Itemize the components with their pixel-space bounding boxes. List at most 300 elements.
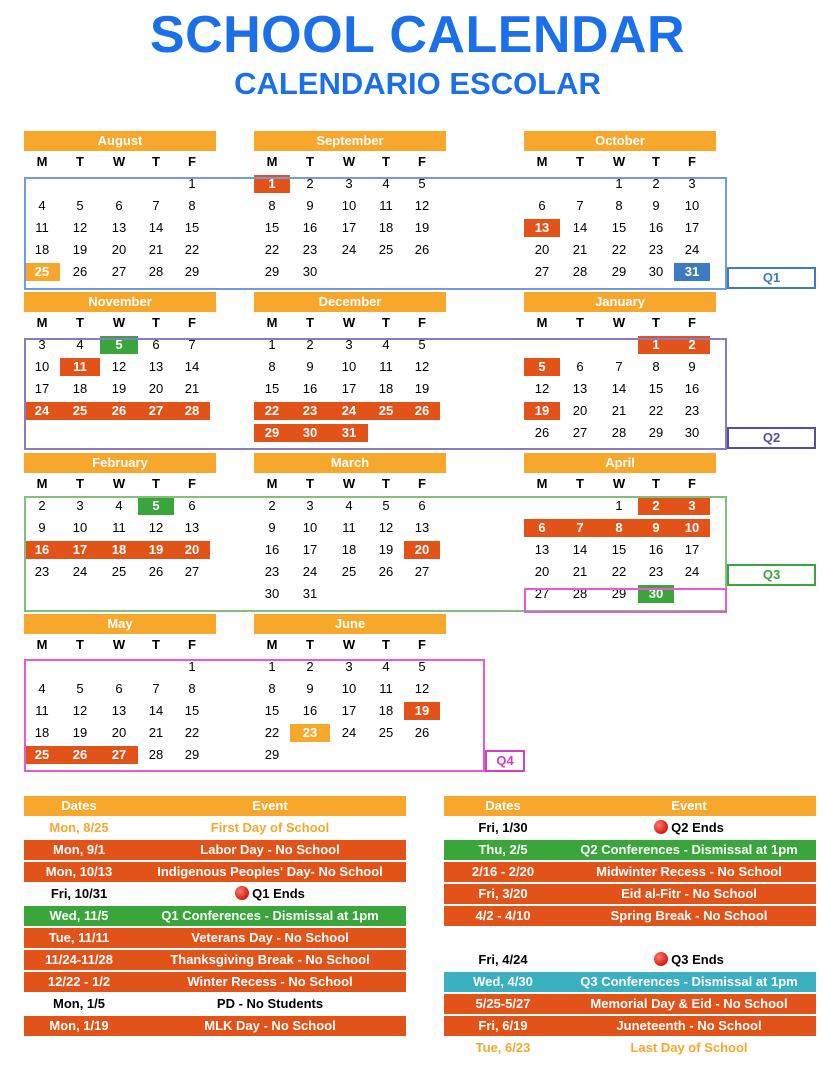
day-cell: 19 (111, 381, 127, 396)
week-row (254, 563, 446, 581)
day-cell: 4 (115, 498, 123, 513)
event-text: First Day of School (210, 820, 330, 835)
day-cell: 18 (378, 703, 394, 718)
weekday-label: W (342, 637, 356, 652)
day-cell: 4 (38, 198, 46, 213)
month-days (24, 658, 216, 764)
day-cell: 6 (418, 498, 426, 513)
day-cell: 11 (35, 220, 49, 235)
weekday-row (524, 475, 716, 493)
day-cell: 29 (184, 747, 200, 762)
day-cell: 28 (148, 747, 164, 762)
event-text: Q1 Conferences - Dismissal at 1pm (161, 908, 379, 923)
day-cell: 1 (615, 498, 623, 513)
weekday-label: M (266, 637, 278, 652)
week-row (24, 380, 216, 398)
event-name (134, 928, 406, 948)
week-row (24, 219, 216, 237)
event-row (24, 840, 406, 860)
weekday-label: F (188, 637, 196, 652)
day-cell: 28 (611, 425, 627, 440)
day-cell: 12 (414, 681, 430, 696)
red-circle-icon (235, 886, 249, 900)
empty-cell (290, 746, 330, 764)
event-row (444, 928, 816, 948)
event-name (562, 840, 816, 860)
day-cell: 12 (148, 520, 164, 535)
day-cell: 19 (72, 242, 88, 257)
day-cell: 26 (404, 402, 440, 420)
event-date: Mon, 10/13 (45, 864, 113, 879)
day-cell: 25 (24, 746, 60, 764)
day-cell: 8 (652, 359, 660, 374)
day-cell: 3 (306, 498, 314, 513)
weekday-label: T (382, 154, 390, 169)
event-text: Q3 Ends (671, 952, 724, 967)
day-cell: 21 (184, 381, 200, 396)
day-cell: 19 (524, 402, 560, 420)
day-cell: 8 (268, 359, 276, 374)
week-row (24, 519, 216, 537)
red-circle-icon (654, 952, 668, 966)
month-november (24, 292, 216, 420)
event-text: Eid al-Fitr - No School (621, 886, 757, 901)
day-cell: 10 (72, 520, 88, 535)
month-header: June (254, 614, 446, 634)
day-cell: 9 (268, 520, 276, 535)
week-row (24, 358, 216, 376)
empty-cell (24, 175, 60, 193)
day-cell: 8 (615, 198, 623, 213)
month-february (24, 453, 216, 581)
weekday-row (24, 475, 216, 493)
day-cell: 16 (264, 542, 280, 557)
event-name (562, 994, 816, 1014)
day-cell: 26 (414, 242, 430, 257)
week-row (524, 519, 716, 537)
day-cell: 15 (264, 220, 280, 235)
day-cell: 1 (188, 659, 196, 674)
weekday-label: T (152, 637, 160, 652)
month-header: October (524, 131, 716, 151)
empty-cell (404, 424, 440, 442)
weekday-label: T (652, 315, 660, 330)
weekday-label: F (688, 315, 696, 330)
empty-cell (368, 746, 404, 764)
day-cell: 25 (60, 402, 100, 420)
empty-cell (560, 175, 600, 193)
day-cell: 10 (684, 198, 700, 213)
day-cell: 4 (382, 176, 390, 191)
weekday-label: M (36, 476, 48, 491)
day-cell: 17 (684, 542, 700, 557)
week-row (24, 241, 216, 259)
day-cell: 19 (72, 725, 88, 740)
day-cell: 20 (111, 725, 127, 740)
day-cell: 18 (72, 381, 88, 396)
day-cell: 25 (378, 725, 394, 740)
month-april (524, 453, 716, 603)
week-row (524, 402, 716, 420)
empty-cell (524, 497, 560, 515)
weekday-label: F (188, 476, 196, 491)
day-cell: 22 (184, 242, 200, 257)
event-name (562, 950, 816, 970)
event-name (134, 840, 406, 860)
day-cell: 3 (674, 497, 710, 515)
day-cell: 21 (611, 403, 627, 418)
weekday-label: T (382, 637, 390, 652)
day-cell: 5 (418, 659, 426, 674)
week-row (524, 585, 716, 603)
day-cell: 27 (184, 564, 200, 579)
week-row (24, 658, 216, 676)
day-cell: 5 (418, 337, 426, 352)
day-cell: 27 (111, 264, 127, 279)
month-days (524, 336, 716, 442)
empty-cell (60, 175, 100, 193)
week-row (524, 175, 716, 193)
event-text: Midwinter Recess - No School (596, 864, 782, 879)
week-row (254, 402, 446, 420)
day-cell: 2 (652, 176, 660, 191)
day-cell: 17 (341, 381, 357, 396)
week-row (524, 380, 716, 398)
day-cell: 27 (534, 264, 550, 279)
day-cell: 5 (76, 681, 84, 696)
weekday-label: T (576, 476, 584, 491)
day-cell: 5 (418, 176, 426, 191)
event-name (134, 906, 406, 926)
weekday-row (524, 314, 716, 332)
empty-cell (600, 336, 638, 354)
month-march (254, 453, 446, 603)
day-cell: 25 (111, 564, 127, 579)
day-cell: 19 (404, 702, 440, 720)
event-date: Fri, 10/31 (50, 886, 108, 901)
day-cell: 6 (524, 519, 560, 537)
week-row (524, 541, 716, 559)
weekday-label: T (306, 154, 314, 169)
event-text: Last Day of School (630, 1040, 748, 1055)
day-cell: 12 (534, 381, 550, 396)
week-row (24, 175, 216, 193)
quarter-label-q1: Q1 (727, 267, 816, 289)
week-row (24, 197, 216, 215)
week-row (254, 746, 446, 764)
month-header: November (24, 292, 216, 312)
dates-column-header: Dates (61, 798, 97, 813)
day-cell: 23 (684, 403, 700, 418)
day-cell: 12 (111, 359, 127, 374)
month-header: February (24, 453, 216, 473)
day-cell: 1 (268, 337, 276, 352)
day-cell: 25 (368, 402, 404, 420)
day-cell: 2 (306, 337, 314, 352)
week-row (254, 585, 446, 603)
month-days (524, 175, 716, 281)
weekday-row (254, 153, 446, 171)
day-cell: 27 (138, 402, 174, 420)
event-row (444, 840, 816, 860)
day-cell: 24 (341, 242, 357, 257)
day-cell: 4 (382, 659, 390, 674)
event-text: Q3 Conferences - Dismissal at 1pm (580, 974, 798, 989)
month-august (24, 131, 216, 281)
day-cell: 1 (188, 176, 196, 191)
weekday-label: T (306, 315, 314, 330)
day-cell: 3 (345, 337, 353, 352)
events-header (444, 796, 816, 816)
day-cell: 29 (611, 586, 627, 601)
day-cell: 15 (184, 703, 200, 718)
day-cell: 30 (684, 425, 700, 440)
day-cell: 27 (572, 425, 588, 440)
weekday-label: T (152, 476, 160, 491)
day-cell: 29 (264, 264, 280, 279)
events-header (24, 796, 406, 816)
month-january (524, 292, 716, 442)
day-cell: 20 (148, 381, 164, 396)
weekday-label: T (382, 315, 390, 330)
day-cell: 8 (188, 681, 196, 696)
day-cell: 30 (264, 586, 280, 601)
day-cell: 2 (306, 176, 314, 191)
event-text: PD - No Students (216, 996, 324, 1011)
day-cell: 6 (538, 198, 546, 213)
week-row (254, 680, 446, 698)
event-text: Q2 Conferences - Dismissal at 1pm (580, 842, 798, 857)
day-cell: 23 (648, 564, 664, 579)
event-date: Fri, 6/19 (478, 1018, 528, 1033)
weekday-row (254, 475, 446, 493)
week-row (24, 563, 216, 581)
day-cell: 30 (638, 585, 674, 603)
event-text: Veterans Day - No School (191, 930, 349, 945)
day-cell: 9 (688, 359, 696, 374)
day-cell: 30 (648, 264, 664, 279)
day-cell: 24 (684, 242, 700, 257)
weekday-row (524, 153, 716, 171)
day-cell: 9 (38, 520, 46, 535)
day-cell: 12 (72, 703, 88, 718)
day-cell: 9 (638, 519, 674, 537)
day-cell: 5 (524, 358, 560, 376)
day-cell: 16 (302, 381, 318, 396)
event-date: 4/2 - 4/10 (475, 908, 531, 923)
weekday-label: W (112, 315, 126, 330)
empty-cell (138, 658, 174, 676)
day-cell: 18 (34, 725, 50, 740)
event-name (562, 1038, 816, 1058)
weekday-row (24, 314, 216, 332)
day-cell: 5 (382, 498, 390, 513)
day-cell: 10 (341, 359, 357, 374)
day-cell: 20 (111, 242, 127, 257)
event-name (134, 884, 406, 904)
day-cell: 26 (414, 725, 430, 740)
weekday-label: T (306, 476, 314, 491)
weekday-label: M (266, 476, 278, 491)
week-row (254, 358, 446, 376)
day-cell: 12 (414, 359, 430, 374)
event-date: Mon, 9/1 (52, 842, 105, 857)
week-row (254, 380, 446, 398)
day-cell: 14 (611, 381, 627, 396)
day-cell: 13 (572, 381, 588, 396)
week-row (24, 541, 216, 559)
day-cell: 5 (100, 336, 138, 354)
weekday-label: W (342, 154, 356, 169)
day-cell: 12 (378, 520, 394, 535)
month-header: December (254, 292, 446, 312)
day-cell: 24 (302, 564, 318, 579)
empty-cell (330, 263, 368, 281)
week-row (24, 497, 216, 515)
day-cell: 16 (302, 703, 318, 718)
weekday-label: T (576, 154, 584, 169)
weekday-label: F (188, 154, 196, 169)
day-cell: 21 (572, 564, 588, 579)
red-circle-icon (654, 820, 668, 834)
day-cell: 15 (611, 542, 627, 557)
weekday-label: M (536, 154, 548, 169)
month-header: March (254, 453, 446, 473)
day-cell: 1 (638, 336, 674, 354)
day-cell: 10 (34, 359, 50, 374)
day-cell: 4 (382, 337, 390, 352)
event-date: Tue, 11/11 (48, 930, 110, 945)
day-cell: 31 (674, 263, 710, 281)
day-cell: 15 (184, 220, 200, 235)
weekday-label: F (418, 637, 426, 652)
day-cell: 11 (379, 359, 393, 374)
day-cell: 8 (268, 198, 276, 213)
day-cell: 2 (268, 498, 276, 513)
empty-cell (24, 658, 60, 676)
event-date: Wed, 4/30 (473, 974, 533, 989)
event-date: 5/25-5/27 (475, 996, 531, 1011)
weekday-row (254, 636, 446, 654)
event-name (562, 862, 816, 882)
day-cell: 23 (290, 402, 330, 420)
weekday-label: F (418, 154, 426, 169)
weekday-label: W (612, 315, 626, 330)
week-row (24, 746, 216, 764)
event-name (134, 972, 406, 992)
weekday-row (24, 636, 216, 654)
day-cell: 29 (648, 425, 664, 440)
day-cell: 20 (534, 242, 550, 257)
event-text: Labor Day - No School (200, 842, 340, 857)
weekday-label: M (266, 315, 278, 330)
event-text: MLK Day - No School (204, 1018, 336, 1033)
week-row (524, 197, 716, 215)
day-cell: 23 (648, 242, 664, 257)
weekday-label: W (112, 476, 126, 491)
weekday-label: W (612, 476, 626, 491)
day-cell: 24 (684, 564, 700, 579)
month-days (254, 336, 446, 442)
day-cell: 7 (152, 198, 160, 213)
day-cell: 2 (38, 498, 46, 513)
weekday-label: F (688, 154, 696, 169)
empty-cell (100, 658, 138, 676)
event-row (444, 818, 816, 838)
event-row (444, 994, 816, 1014)
day-cell: 4 (38, 681, 46, 696)
weekday-label: T (76, 315, 84, 330)
day-cell: 7 (615, 359, 623, 374)
day-cell: 10 (341, 681, 357, 696)
day-cell: 15 (611, 220, 627, 235)
day-cell: 8 (188, 198, 196, 213)
day-cell: 24 (24, 402, 60, 420)
event-date: Wed, 11/5 (49, 908, 109, 923)
day-cell: 16 (648, 542, 664, 557)
day-cell: 28 (174, 402, 210, 420)
day-cell: 18 (100, 541, 138, 559)
event-row (444, 862, 816, 882)
event-row (24, 994, 406, 1014)
event-date: 12/22 - 1/2 (47, 974, 111, 989)
event-text: Memorial Day & Eid - No School (590, 996, 788, 1011)
day-cell: 26 (534, 425, 550, 440)
event-text: Juneteenth - No School (616, 1018, 762, 1033)
day-cell: 6 (188, 498, 196, 513)
day-cell: 30 (290, 424, 330, 442)
month-october (524, 131, 716, 281)
week-row (524, 336, 716, 354)
empty-cell (674, 585, 710, 603)
day-cell: 3 (688, 176, 696, 191)
empty-cell (368, 263, 404, 281)
day-cell: 17 (684, 220, 700, 235)
week-row (254, 519, 446, 537)
day-cell: 11 (35, 703, 49, 718)
event-date: Mon, 8/25 (49, 820, 109, 835)
day-cell: 23 (264, 564, 280, 579)
week-row (254, 724, 446, 742)
weekday-label: T (576, 315, 584, 330)
day-cell: 6 (152, 337, 160, 352)
week-row (24, 263, 216, 281)
week-row (524, 563, 716, 581)
weekday-label: W (112, 637, 126, 652)
event-text: Winter Recess - No School (187, 974, 353, 989)
empty-cell (60, 658, 100, 676)
day-cell: 25 (341, 564, 357, 579)
day-cell: 28 (572, 264, 588, 279)
day-cell: 16 (302, 220, 318, 235)
weekday-label: M (536, 315, 548, 330)
day-cell: 8 (268, 681, 276, 696)
day-cell: 13 (184, 520, 200, 535)
weekday-label: M (36, 315, 48, 330)
day-cell: 16 (648, 220, 664, 235)
event-date: 2/16 - 2/20 (471, 864, 535, 879)
week-row (254, 658, 446, 676)
weekday-label: T (652, 154, 660, 169)
day-cell: 22 (611, 242, 627, 257)
day-cell: 21 (148, 242, 164, 257)
day-cell: 24 (330, 402, 368, 420)
event-row (24, 884, 406, 904)
empty-cell (524, 336, 560, 354)
day-cell: 18 (378, 220, 394, 235)
day-cell: 25 (378, 242, 394, 257)
day-cell: 20 (174, 541, 210, 559)
